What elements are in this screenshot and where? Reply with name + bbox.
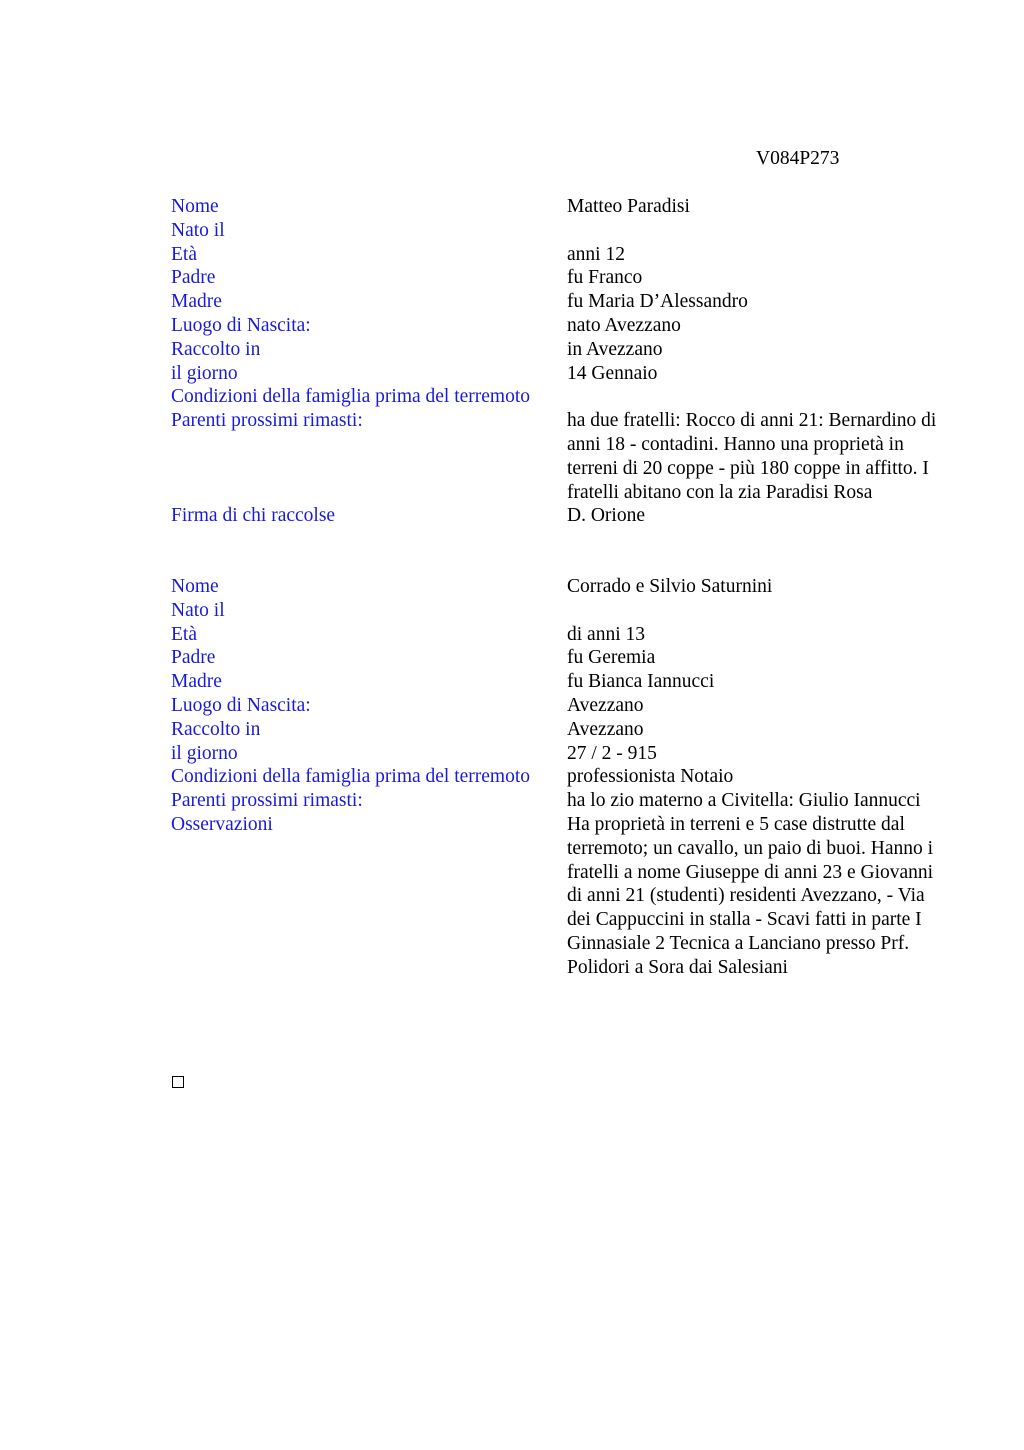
- field-value: Avezzano: [567, 718, 644, 740]
- field-label: Nato il: [171, 599, 225, 621]
- field-row-nome: [171, 575, 951, 599]
- field-value: ha due fratelli: Rocco di anni 21: Bernardino di anni 18 - contadini. Hanno una proprietà in terreni di 20 coppe - più 180 coppe in affitto. I fratelli abitano con la zia Paradisi Rosa: [567, 410, 937, 503]
- field-row-parenti: [171, 789, 951, 813]
- field-row-nome: [171, 195, 951, 219]
- field-row-osservazioni: [171, 813, 951, 980]
- field-label: Condizioni della famiglia prima del terremoto: [171, 766, 531, 788]
- field-label: Raccolto in: [171, 718, 261, 740]
- field-row-condizioni: [171, 765, 951, 789]
- field-value: ha lo zio materno a Civitella: Giulio Iannucci: [567, 790, 921, 812]
- field-value: 14 Gennaio: [567, 362, 658, 384]
- field-row-il-giorno: [171, 362, 951, 386]
- page-code: V084P273: [756, 148, 840, 169]
- field-row-madre: [171, 290, 951, 314]
- field-row-condizioni: [171, 385, 951, 409]
- field-row-luogo-di-nascita: [171, 314, 951, 338]
- field-value: fu Maria D’Alessandro: [567, 291, 748, 313]
- field-row-firma: [171, 504, 951, 528]
- field-value: [567, 219, 947, 243]
- field-value: in Avezzano: [567, 338, 663, 360]
- field-label: Luogo di Nascita:: [171, 694, 311, 716]
- field-label: Madre: [171, 671, 222, 693]
- field-row-eta: [171, 623, 951, 647]
- field-value: anni 12: [567, 243, 625, 265]
- field-row-raccolto-in: [171, 718, 951, 742]
- field-row-il-giorno: [171, 742, 951, 766]
- field-row-nato-il: [171, 599, 951, 623]
- field-row-parenti: [171, 409, 951, 504]
- field-value: fu Franco: [567, 267, 643, 289]
- record-corrado-silvio-saturnini: [171, 575, 951, 980]
- field-value: [567, 599, 947, 623]
- field-value: D. Orione: [567, 505, 645, 527]
- field-row-padre: [171, 266, 951, 290]
- field-row-nato-il: [171, 219, 951, 243]
- field-label: Madre: [171, 291, 222, 313]
- field-value: Avezzano: [567, 694, 644, 716]
- field-value: di anni 13: [567, 623, 645, 645]
- field-label: Parenti prossimi rimasti:: [171, 410, 363, 432]
- field-row-luogo-di-nascita: [171, 694, 951, 718]
- field-label: il giorno: [171, 742, 238, 764]
- field-value: [567, 385, 947, 409]
- field-label: Raccolto in: [171, 338, 261, 360]
- field-label: Nome: [171, 576, 219, 597]
- field-label: Osservazioni: [171, 813, 273, 835]
- field-row-eta: [171, 243, 951, 267]
- field-label: Luogo di Nascita:: [171, 314, 311, 336]
- field-value: 27 / 2 - 915: [567, 742, 657, 764]
- field-label: Nato il: [171, 219, 225, 241]
- field-label: Nome: [171, 196, 219, 217]
- field-label: Firma di chi raccolse: [171, 505, 336, 527]
- field-row-padre: [171, 646, 951, 670]
- field-label: Condizioni della famiglia prima del terremoto: [171, 386, 531, 408]
- field-value: fu Geremia: [567, 647, 656, 669]
- field-label: il giorno: [171, 362, 238, 384]
- field-label: Età: [171, 243, 197, 265]
- field-label: Parenti prossimi rimasti:: [171, 790, 363, 812]
- field-row-madre: [171, 670, 951, 694]
- field-value: professionista Notaio: [567, 766, 734, 788]
- empty-checkbox-icon: [172, 1076, 184, 1088]
- field-value: Ha proprietà in terreni e 5 case distrutte dal terremoto; un cavallo, un paio di buoi. Hanno i fratelli a nome Giuseppe di anni 23 e Giovanni di anni 21 (studenti) residenti Avezzano, - Via dei Cappuccini in stalla - Scavi fatti in parte I Ginnasiale 2 Tecnica a Lanciano presso Prf. Polidori a Sora dai Salesiani: [567, 813, 934, 978]
- record-matteo-paradisi: [171, 195, 951, 528]
- field-label: Padre: [171, 647, 216, 669]
- field-label: Età: [171, 623, 197, 645]
- field-value: Corrado e Silvio Saturnini: [567, 576, 773, 597]
- field-value: fu Bianca Iannucci: [567, 671, 715, 693]
- field-label: Padre: [171, 267, 216, 289]
- field-value: nato Avezzano: [567, 314, 681, 336]
- field-row-raccolto-in: [171, 338, 951, 362]
- field-value: Matteo Paradisi: [567, 196, 690, 217]
